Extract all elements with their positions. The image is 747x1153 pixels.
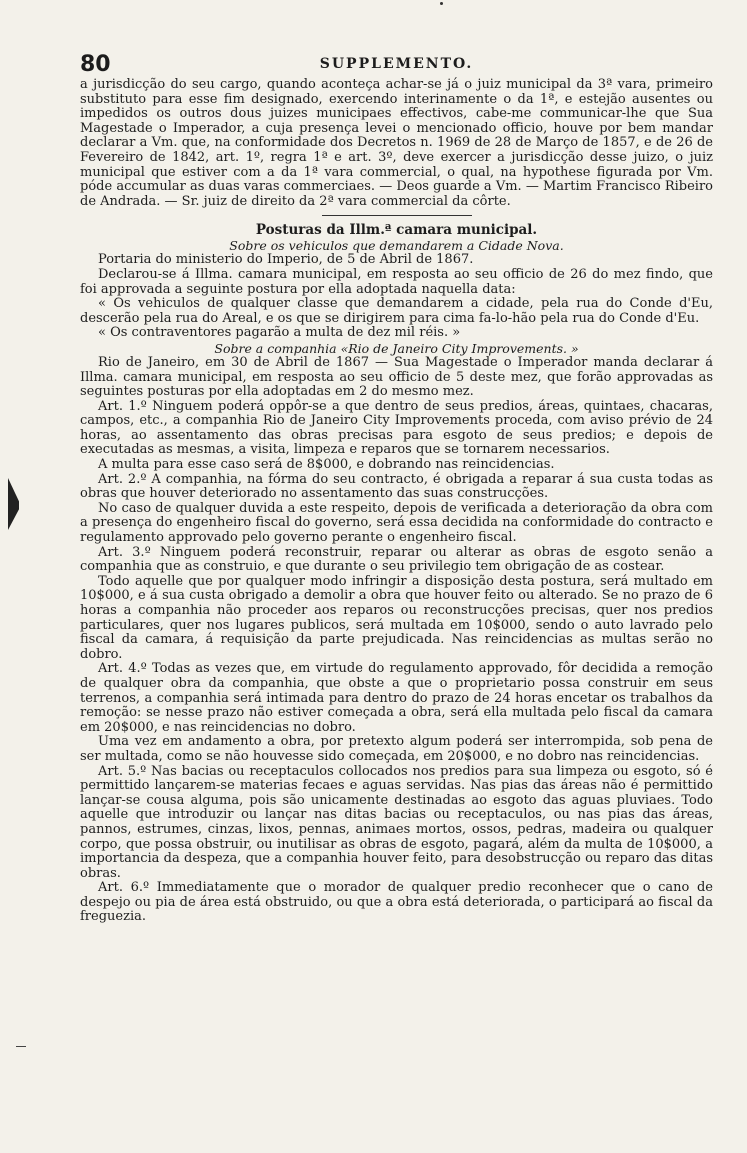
paragraph-rio-de-janeiro: Rio de Janeiro, em 30 de Abril de 1867 — Sua Magestade o Imperador manda declarar á Illma. camara municipal, em resposta ao seu officio de 5 deste mez, que forão approvadas as seguintes posturas por ella adoptadas em 2 do mesmo mez. — [80, 354, 713, 400]
margin-dash — [16, 1046, 26, 1047]
paragraph-postura-vehiculos: « Os vehiculos de qualquer classe que demandarem a cidade, pela rua do Conde d'Eu, descerão pela rua do Areal, e os que se dirigirem para cima fa-lo-hão pela rua do Conde d'Eu. — [80, 296, 713, 326]
paragraph-art-3: Art. 3.º Ninguem poderá reconstruir, reparar ou alterar as obras de esgoto senão a companhia que as construio, e que durante o seu privilegio tem obrigação de as costear. — [80, 544, 713, 575]
paragraph-multa-art-1: A multa para esse caso será de 8$000, e dobrando nas reincidencias. — [98, 457, 555, 473]
subtitle-vehiculos: Sobre os vehiculos que demandarem a Cidade Nova. — [229, 238, 564, 254]
paragraph-art-6: Art. 6.º Immediatamente que o morador de qualquer predio reconhecer que o cano de despejo ou pia de área está obstruido, ou que a obra está deteriorada, o participará ao fiscal da freguezia. — [80, 880, 713, 925]
paragraph-declarou: Declarou-se á Illma. camara municipal, em resposta ao seu officio de 26 do mez findo, que foi approvada a seguinte postura por ella adoptada naquella data: — [80, 266, 713, 297]
paragraph-andamento: Uma vez em andamento a obra, por pretexto algum poderá ser interrompida, sob pena de ser multada, como se não houvesse sido começada, em 20$000, e no dobro nas reincidencias. — [80, 734, 713, 764]
paragraph-portaria: Portaria do ministerio do Imperio, de 5 de Abril de 1867. — [98, 252, 474, 268]
section-divider — [322, 215, 472, 216]
paragraph-art-4: Art. 4.º Todas as vezes que, em virtude do regulamento approvado, fôr decidida a remoção de qualquer obra da companhia, que obste a que o proprietario possa construir em seus terrenos, a companhia será intimada para dentro do prazo de 24 horas encetar os trabalhos da remoção: se nesse prazo não estiver começada a obra, será ella multada pelo fiscal da camara em 20$000, e nas reincidencias no dobro. — [80, 661, 713, 735]
continued-paragraph: a jurisdicção do seu cargo, quando aconteça achar-se já o juiz municipal da 3ª vara, primeiro substituto para esse fim designado, exercendo interinamente o da 1ª, e estejão ausentes ou impedidos os outros dous juizes municipaes effectivos, cabe-me communicar-lhe que Sua Magestade o Imperador, a cuja presença levei o mencionado officio, houve por bem mandar declarar a Vm. que, na conformidade dos Decretos n. 1969 de 28 de Março de 1857, e de 26 de Fevereiro de 1842, art. 1º, regra 1ª e art. 3º, deve exercer a jurisdicção desse juizo, o juiz municipal que estiver com a da 1ª vara commercial, o qual, na hypothese figurada por Vm. póde accumular as duas varas commerciaes. — Deos guarde a Vm. — Martim Francisco Ribeiro de Andrada. — Sr. juiz de direito da 2ª vara commercial da côrte. — [80, 77, 713, 209]
paragraph-infringir: Todo aquelle que por qualquer modo infringir a disposição desta postura, será multado em 10$000, e á sua custa obrigado a demolir a obra que houver feito ou alterado. Se no prazo de 6 horas a companhia não proceder aos reparos ou reconstrucções precisas, quer nos predios particulares, quer nos lugares publicos, será multada em 10$000, sendo o auto lavrado pelo fiscal da camara, á requisição da parte prejudicada. Nas reincidencias as multas serão no dobro. — [80, 573, 713, 662]
paragraph-art-2: Art. 2.º A companhia, na fórma do seu contracto, é obrigada a reparar á sua custa todas as obras que houver deteriorado no assentamento das suas construcções. — [80, 471, 713, 502]
page-number: 80 — [80, 52, 111, 77]
page-header — [80, 52, 713, 78]
document-page — [80, 52, 713, 925]
paragraph-art-5: Art. 5.º Nas bacias ou receptaculos collocados nos predios para sua limpeza ou esgoto, só é permittido lançarem-se materias fecaes e aguas servidas. Nas pias das áreas não é permittido lançar-se cousa alguma, pois são unicamente destinadas ao esgoto das aguas pluviaes. Todo aquelle que introduzir ou lançar nas ditas bacias ou receptaculos, ou nas pias das áreas, pannos, estrumes, cinzas, lixos, pennas, animaes mortos, ossos, pedras, madeira ou qualquer corpo, que possa obstruir, ou inutilisar as obras de esgoto, pagará, além da multa de 10$000, a importancia da despeza, que a companhia houver feito, para desobstrucção ou reparo das ditas obras. — [80, 763, 713, 881]
printing-mark — [440, 2, 443, 5]
paragraph-contraventores: « Os contraventores pagarão a multa de dez mil réis. » — [98, 325, 461, 341]
paragraph-art-1: Art. 1.º Ninguem poderá oppôr-se a que dentro de seus predios, áreas, quintaes, chacaras, campos, etc., a companhia Rio de Janeiro City Improvements proceda, com aviso prévio de 24 horas, ao assentamento das obras precisas para esgoto de seus predios; e depois de executadas as mesmas, a visita, limpeza e reparos que se tornarem necessarios. — [80, 398, 713, 458]
section-title: Posturas da Illm.ª camara municipal. — [255, 222, 538, 239]
running-title: SUPPLEMENTO. — [319, 56, 474, 72]
paragraph-duvida: No caso de qualquer duvida a este respeito, depois de verificada a deterioração da obra com a presença do engenheiro fiscal do governo, será essa decidida na conformidade do contracto e regulamento approvado pelo governo perante o engenheiro fiscal. — [80, 500, 713, 546]
margin-ink-blot — [8, 478, 19, 530]
subtitle-companhia: Sobre a companhia «Rio de Janeiro City Improvements. » — [214, 340, 579, 356]
